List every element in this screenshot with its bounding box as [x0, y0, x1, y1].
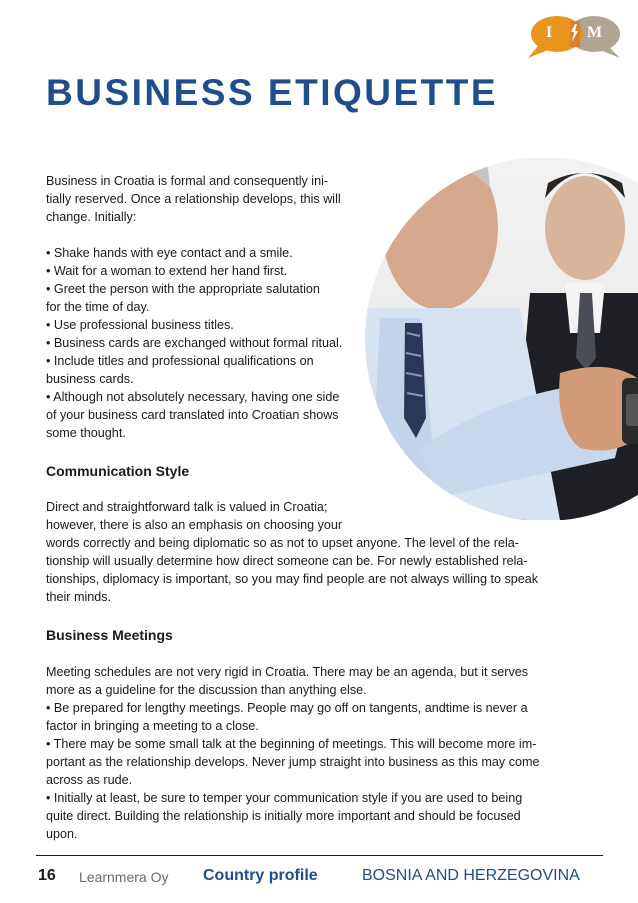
- logo-letter-m: M: [587, 24, 603, 41]
- footer-divider: [36, 855, 603, 856]
- paragraph-line: words correctly and being diplomatic so as not to upset anyone. The level of the rela-: [46, 536, 519, 550]
- paragraph-line: factor in bringing a meeting to a close.: [46, 719, 259, 733]
- bullet-line: business cards.: [46, 372, 134, 386]
- paragraph-line: • There may be some small talk at the beginning of meetings. This will become more im-: [46, 737, 537, 751]
- etiquette-bullet-list: [46, 244, 342, 442]
- logo-letter-i: I: [546, 24, 553, 41]
- business-meetings-heading: Business Meetings: [46, 627, 173, 643]
- bullet-line: • Shake hands with eye contact and a smile.: [46, 246, 293, 260]
- bullet-line: of your business card translated into Croatian shows: [46, 408, 339, 422]
- communication-style-heading: Communication Style: [46, 463, 190, 479]
- bullet-line: • Include titles and professional qualifications on: [46, 354, 314, 368]
- paragraph-line: portant as the relationship develops. Never jump straight into business as this may come: [46, 755, 540, 769]
- paragraph-line: Direct and straightforward talk is valued in Croatia;: [46, 500, 328, 514]
- paragraph-line: quite direct. Building the relationship is initially more important and should be focused: [46, 809, 521, 823]
- bullet-line: • Greet the person with the appropriate salutation: [46, 282, 320, 296]
- footer-section-title: Country profile: [203, 867, 318, 884]
- communication-style-paragraph: [46, 498, 538, 606]
- intro-line: tially reserved. Once a relationship develops, this will: [46, 192, 341, 206]
- bullet-line: • Business cards are exchanged without formal ritual.: [46, 336, 343, 350]
- paragraph-line: tionships, diplomacy is important, so you may find people are not always willing to speak: [46, 572, 539, 586]
- paragraph-line: across as rude.: [46, 773, 133, 787]
- bullet-line: • Use professional business titles.: [46, 318, 234, 332]
- businessman-watch-photo: [360, 158, 638, 520]
- page-title: BUSINESS ETIQUETTE: [46, 72, 499, 113]
- paragraph-line: tionship will usually determine how direct someone can be. For newly established rela-: [46, 554, 528, 568]
- intro-line: change. Initially:: [46, 210, 137, 224]
- paragraph-line: more as a guideline for the discussion than anything else.: [46, 683, 367, 697]
- intro-line: Business in Croatia is formal and consequently ini-: [46, 174, 329, 188]
- business-meetings-paragraph: [46, 663, 540, 843]
- bullet-line: some thought.: [46, 426, 126, 440]
- bullet-line: for the time of day.: [46, 300, 150, 314]
- footer-company: Learnmera Oy: [79, 869, 169, 885]
- paragraph-line: Meeting schedules are not very rigid in Croatia. There may be an agenda, but it serves: [46, 665, 529, 679]
- paragraph-line: their minds.: [46, 590, 112, 604]
- paragraph-line: • Initially at least, be sure to temper your communication style if you are used to being: [46, 791, 523, 805]
- paragraph-line: however, there is also an emphasis on choosing your: [46, 518, 343, 532]
- speech-bubbles-logo-icon: [524, 12, 624, 62]
- paragraph-line: upon.: [46, 827, 78, 841]
- paragraph-line: • Be prepared for lengthy meetings. People may go off on tangents, andtime is never a: [46, 701, 528, 715]
- page-number: 16: [38, 867, 56, 884]
- bullet-line: • Wait for a woman to extend her hand first.: [46, 264, 288, 278]
- learnmera-logo: [524, 12, 624, 62]
- footer-country: BOSNIA AND HERZEGOVINA: [362, 867, 580, 884]
- intro-paragraph: [46, 172, 341, 226]
- bullet-line: • Although not absolutely necessary, having one side: [46, 390, 340, 404]
